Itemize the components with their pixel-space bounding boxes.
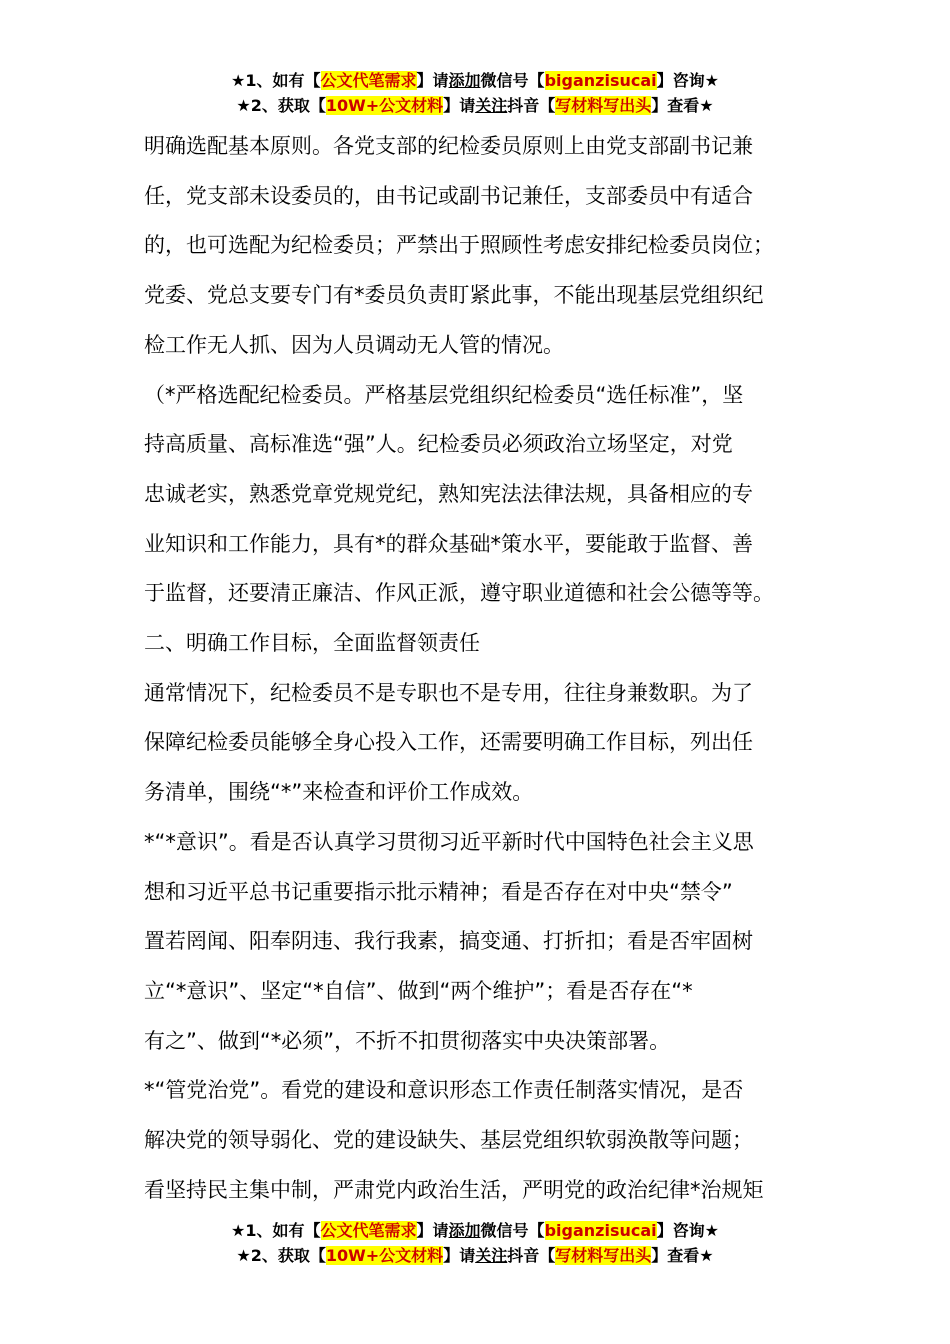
banner-line-1 — [0, 68, 950, 93]
highlight-douyin: 写材料写出头 — [555, 96, 652, 115]
highlight-ghostwriting: 公文代笔需求 — [320, 71, 417, 90]
underline-follow: 关注 — [475, 96, 508, 115]
body-line: 有之”、做到“*必须”，不折不扣贯彻落实中央决策部署。 — [144, 1028, 671, 1053]
banner-text: ★2、获取【 — [236, 1246, 326, 1265]
body-line: 保障纪检委员能够全身心投入工作，还需要明确工作目标，列出任 — [144, 730, 753, 755]
body-line: 的，也可选配为纪检委员；严禁出于照顾性考虑安排纪检委员岗位； — [144, 233, 774, 258]
banner-text: 】咨询★ — [656, 71, 719, 90]
banner-text: 】请 — [443, 96, 476, 115]
body-line: （*严格选配纪检委员。严格基层党组织纪检委员“选任标准”，坚 — [144, 382, 744, 407]
body-line: 持高质量、高标准选“强”人。纪检委员必须政治立场坚定，对党 — [144, 432, 733, 457]
highlight-douyin: 写材料写出头 — [555, 1246, 652, 1265]
body-line: 置若罔闻、阳奉阴违、我行我素，搞变通、打折扣；看是否牢固树 — [144, 929, 753, 954]
highlight-materials: 10W+公文材料 — [325, 96, 444, 115]
body-line: 任，党支部未设委员的，由书记或副书记兼任，支部委员中有适合 — [144, 183, 753, 208]
banner-text: ★1、如有【 — [231, 71, 321, 90]
body-line: 忠诚老实，熟悉党章党规党纪，熟知宪法法律法规，具备相应的专 — [144, 481, 753, 506]
underline-add: 添加 — [448, 1221, 481, 1240]
body-line: 立“*意识”、坚定“*自信”、做到“两个维护”；看是否存在“* — [144, 978, 693, 1003]
banner-text: 】请 — [416, 71, 449, 90]
highlight-wechat-id: biganzisucai — [544, 1221, 657, 1240]
banner-text: 】请 — [416, 1221, 449, 1240]
banner-line-2 — [0, 93, 950, 118]
banner-line-2 — [0, 1243, 950, 1268]
body-line: 看坚持民主集中制，严肃党内政治生活，严明党的政治纪律*治规矩 — [144, 1177, 764, 1202]
top-banner — [0, 68, 950, 118]
section-heading: 二、明确工作目标，全面监督领责任 — [144, 631, 480, 656]
banner-text: 微信号【 — [480, 71, 545, 90]
body-line: 务清单，围绕“*”来检查和评价工作成效。 — [144, 780, 534, 805]
underline-add: 添加 — [448, 71, 481, 90]
highlight-wechat-id: biganzisucai — [544, 71, 657, 90]
banner-text: 】查看★ — [651, 1246, 714, 1265]
body-text — [144, 122, 812, 1215]
body-line: 解决党的领导弱化、党的建设缺失、基层党组织软弱涣散等问题； — [144, 1128, 753, 1153]
body-line: *“管党治党”。看党的建设和意识形态工作责任制落实情况，是否 — [144, 1078, 744, 1103]
banner-text: 】请 — [443, 1246, 476, 1265]
highlight-ghostwriting: 公文代笔需求 — [320, 1221, 417, 1240]
body-line: 业知识和工作能力，具有*的群众基础*策水平，要能敢于监督、善 — [144, 531, 753, 556]
body-line: 检工作无人抓、因为人员调动无人管的情况。 — [144, 332, 564, 357]
banner-text: 】查看★ — [651, 96, 714, 115]
underline-follow: 关注 — [475, 1246, 508, 1265]
banner-text: 抖音【 — [507, 1246, 556, 1265]
body-line: 党委、党总支要专门有*委员负责盯紧此事，不能出现基层党组织纪 — [144, 283, 764, 308]
body-line: *“*意识”。看是否认真学习贯彻习近平新时代中国特色社会主义思 — [144, 829, 754, 854]
bottom-banner — [0, 1218, 950, 1268]
highlight-materials: 10W+公文材料 — [325, 1246, 444, 1265]
body-line: 通常情况下，纪检委员不是专职也不是专用，往往身兼数职。为了 — [144, 680, 753, 705]
body-line: 明确选配基本原则。各党支部的纪检委员原则上由党支部副书记兼 — [144, 134, 753, 158]
banner-text: 微信号【 — [480, 1221, 545, 1240]
banner-text: ★2、获取【 — [236, 96, 326, 115]
body-line: 想和习近平总书记重要指示批示精神；看是否存在对中央“禁令” — [144, 879, 733, 904]
banner-line-1 — [0, 1218, 950, 1243]
banner-text: 】咨询★ — [656, 1221, 719, 1240]
banner-text: ★1、如有【 — [231, 1221, 321, 1240]
banner-text: 抖音【 — [507, 96, 556, 115]
body-line: 于监督，还要清正廉洁、作风正派，遵守职业道德和社会公德等等。 — [144, 581, 774, 606]
